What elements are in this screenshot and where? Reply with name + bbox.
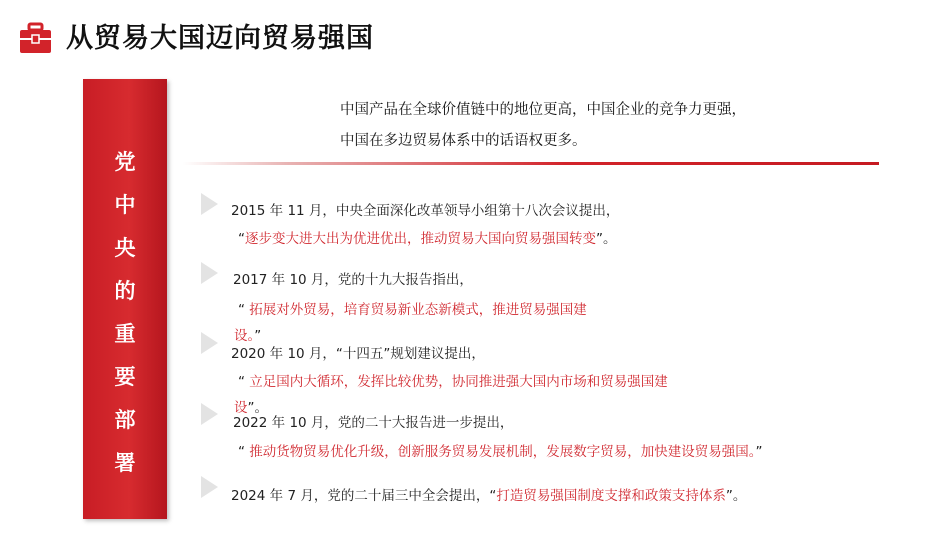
triangle-bullet-icon xyxy=(201,476,218,498)
quote-text: 打造贸易强国制度支撑和政策支持体系 xyxy=(496,488,726,504)
quote-close: ”。 xyxy=(725,488,747,504)
item-quote-cont xyxy=(234,324,261,344)
item-quote xyxy=(238,298,587,318)
item-heading: 2015 年 11 月，中央全面深化改革领导小组第十八次会议提出， xyxy=(231,203,620,219)
quote-open: “ xyxy=(238,302,250,318)
item-quote xyxy=(238,370,668,390)
quote-text-cont: 设。 xyxy=(234,328,255,344)
quote-close: ” xyxy=(755,444,763,460)
quote-text: 逐步变大进大出为优进优出，推动贸易大国向贸易强国转变 xyxy=(245,231,596,247)
item-quote xyxy=(238,440,763,460)
quote-text-cont: 设 xyxy=(234,400,248,416)
triangle-bullet-icon xyxy=(201,193,218,215)
quote-close: ” xyxy=(254,328,262,344)
quote-close: ”。 xyxy=(596,231,617,247)
side-banner xyxy=(83,79,167,519)
item-heading: 2022 年 10 月，党的二十大报告进一步提出， xyxy=(233,415,514,431)
item-heading: 2017 年 10 月，党的十九大报告指出， xyxy=(233,272,473,288)
quote-text: 推动货物贸易优化升级，创新服务贸易发展机制，发展数字贸易，加快建设贸易强国。 xyxy=(249,444,756,460)
intro-line-2: 中国在多边贸易体系中的话语权更多。 xyxy=(340,133,587,149)
intro-block xyxy=(340,95,746,157)
divider-line xyxy=(183,162,879,165)
quote-open: “ xyxy=(238,231,245,247)
quote-open: “ xyxy=(238,374,250,390)
quote-open: “ xyxy=(238,444,250,460)
side-banner-label: 党 中 央 的 重 要 部 署 xyxy=(114,150,136,475)
quote-text: 拓展对外贸易，培育贸易新业态新模式，推进贸易强国建 xyxy=(249,302,587,318)
item-heading: 2020 年 10 月，“十四五”规划建议提出， xyxy=(231,346,485,362)
toolbox-icon xyxy=(19,22,52,55)
item-quote xyxy=(238,227,617,247)
quote-text: 立足国内大循环，发挥比较优势，协同推进强大国内市场和贸易强国建 xyxy=(249,374,668,390)
page-title: 从贸易大国迈向贸易强国 xyxy=(66,23,374,54)
item-heading: 2024 年 7 月，党的二十届三中全会提出， xyxy=(231,488,490,504)
item-line xyxy=(231,484,746,504)
triangle-bullet-icon xyxy=(201,403,218,425)
intro-line-1: 中国产品在全球价值链中的地位更高，中国企业的竞争力更强， xyxy=(340,102,746,118)
triangle-bullet-icon xyxy=(201,332,218,354)
quote-open: “ xyxy=(489,488,497,504)
quote-close: ”。 xyxy=(247,400,268,416)
triangle-bullet-icon xyxy=(201,262,218,284)
